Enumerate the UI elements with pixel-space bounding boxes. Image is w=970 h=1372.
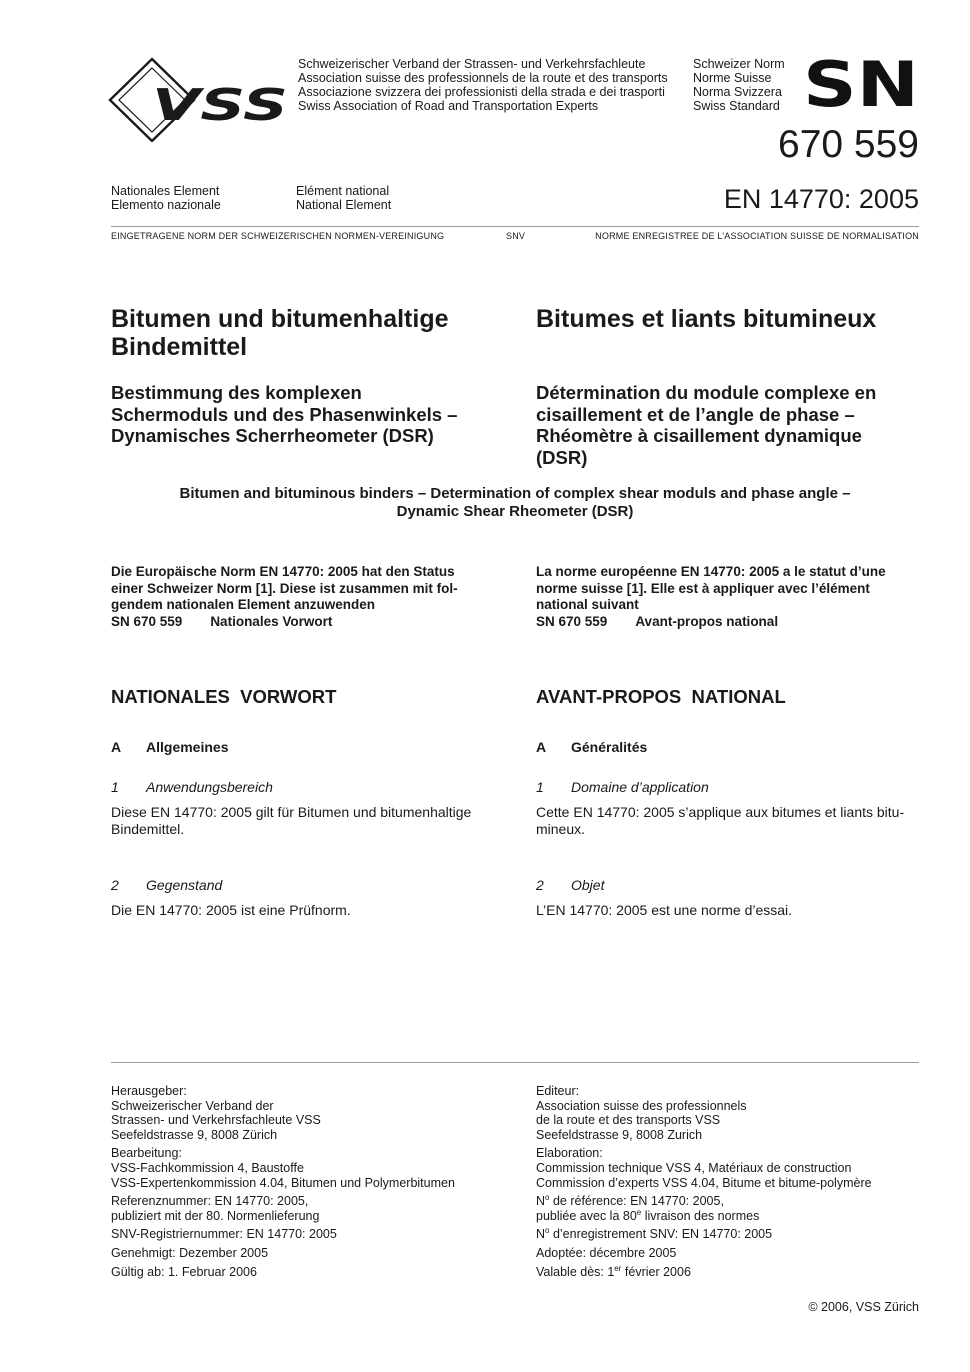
imprint-line: SNV-Registriernummer: EN 14770: 2005 [111, 1227, 337, 1242]
national-element-label: National Element [296, 198, 392, 212]
national-element-label: Elément national [296, 184, 390, 198]
subsection-number: 2 [111, 877, 119, 893]
section-letter: A [111, 739, 122, 755]
section-a-fr [536, 739, 919, 756]
subsection-number: 1 [111, 779, 119, 795]
subsection-1-text-fr [536, 804, 919, 837]
imprint-line: Genehmigt: Dezember 2005 [111, 1245, 269, 1260]
status-note-fr [536, 564, 919, 630]
norm-name: Swiss Standard [693, 99, 780, 113]
imprint-line: Gültig ab: 1. Februar 2006 [111, 1264, 257, 1279]
subsection-1-fr [536, 779, 919, 796]
reference-label: Nationales Vorwort [210, 613, 333, 629]
norm-name: Norme Suisse [693, 71, 772, 85]
text-part: d’enregistrement SNV: EN 14770: 2005 [549, 1227, 773, 1242]
subsection-title: Domaine d’application [571, 779, 709, 795]
national-element-fr-en [296, 184, 391, 212]
text-part: N [536, 1227, 546, 1242]
status-line: gendem nationalen Element anzuwenden [111, 597, 376, 612]
title-en-line: Bitumen and bituminous binders – Determination of complex shear moduls and phase angle – [179, 485, 851, 502]
section-letter: A [536, 739, 547, 755]
status-line: norme suisse [1]. Elle est à appliquer avec l’élément [536, 580, 870, 596]
body-line: mineux. [536, 820, 586, 837]
subtitle-line: Schermoduls und des Phasenwinkels – [111, 403, 458, 425]
reference-number: SN 670 559 [111, 613, 183, 629]
copyright: © 2006, VSS Zürich [808, 1300, 919, 1314]
subsection-2-de [111, 877, 499, 894]
sn-logo-text: SN [803, 58, 919, 108]
footer-divider [111, 1062, 919, 1063]
superscript: er [614, 1263, 622, 1273]
imprint-line: Seefeldstrasse 9, 8008 Zurich [536, 1127, 703, 1142]
text-part: de référence: EN 14770: 2005, [549, 1194, 724, 1209]
title-line: Bindemittel [111, 333, 248, 361]
subtitle-line: Détermination du module complexe en [536, 382, 877, 403]
subtitle-de [111, 382, 499, 447]
register-note-de: EINGETRAGENE NORM DER SCHWEIZERISCHEN NORMEN-VEREINIGUNG [111, 231, 445, 241]
body-line: Bindemittel. [111, 820, 185, 837]
norm-name: Schweizer Norm [693, 57, 785, 71]
superscript: e [636, 1207, 642, 1217]
imprint-line: Commission technique VSS 4, Matériaux de construction [536, 1160, 852, 1175]
national-element-de-it [111, 184, 221, 212]
title-de [111, 305, 499, 361]
reference-label: Avant-propos national [635, 613, 779, 629]
norm-name: Norma Svizzera [693, 85, 782, 99]
imprint-line: Editeur: [536, 1084, 580, 1098]
superscript: o [545, 1193, 550, 1202]
norm-type-names [693, 57, 785, 113]
subsection-title: Objet [571, 877, 605, 893]
imprint-line: Schweizerischer Verband der [111, 1098, 274, 1113]
superscript: o [545, 1226, 550, 1236]
imprint-line: VSS-Fachkommission 4, Baustoffe [111, 1160, 304, 1175]
subtitle-line: Bestimmung des komplexen [111, 382, 362, 403]
org-line: Association suisse des professionnels de la route et des transports [298, 71, 668, 85]
title-fr [536, 305, 919, 333]
imprint-line: de la route et des transports VSS [536, 1113, 721, 1128]
title-en-line: Dynamic Shear Rheometer (DSR) [396, 503, 634, 520]
text-part: N [536, 1194, 546, 1209]
status-line: national suivant [536, 597, 639, 612]
body-line: Cette EN 14770: 2005 s’applique aux bitumes et liants bitu- [536, 804, 905, 820]
imprint-line: Association suisse des professionnels [536, 1098, 747, 1113]
subsection-2-text-de: Die EN 14770: 2005 ist eine Prüfnorm. [111, 902, 351, 918]
imprint-line [536, 1194, 919, 1209]
en-number: EN 14770: 2005 [723, 184, 919, 214]
section-title: Généralités [571, 739, 648, 755]
organisation-names [298, 57, 668, 113]
national-element-label: Nationales Element [111, 184, 220, 198]
subtitle-line: (DSR) [536, 446, 588, 468]
subsection-2-text-fr: L’EN 14770: 2005 est une norme d’essai. [536, 902, 793, 918]
subsection-1-text-de [111, 804, 499, 837]
imprint-line [536, 1265, 919, 1280]
sn-logo [803, 58, 919, 108]
imprint-line: Commission d’experts VSS 4.04, Bitume et bitume-polymère [536, 1175, 872, 1190]
subsection-number: 1 [536, 779, 544, 795]
imprint-line: Adoptée: décembre 2005 [536, 1245, 677, 1260]
status-note-de [111, 564, 499, 630]
vss-logo [108, 56, 292, 142]
subsection-title: Anwendungsbereich [146, 779, 273, 795]
subtitle-line: Rhéomètre à cisaillement dynamique [536, 425, 862, 446]
imprint-line: VSS-Expertenkommission 4.04, Bitumen und Polymerbitumen [111, 1175, 455, 1190]
national-element-label: Elemento nazionale [111, 198, 221, 212]
imprint-line: Strassen- und Verkehrsfachleute VSS [111, 1113, 321, 1128]
imprint-line: Seefeldstrasse 9, 8008 Zürich [111, 1127, 278, 1142]
section-title: Allgemeines [146, 739, 229, 755]
register-note-snv: SNV [506, 231, 526, 241]
subtitle-fr [536, 382, 919, 468]
foreword-heading-de: NATIONALES VORWORT [111, 686, 337, 707]
subsection-1-de [111, 779, 499, 796]
imprint-line: Elaboration: [536, 1146, 603, 1161]
status-reference [536, 614, 919, 631]
imprint-de [111, 1084, 499, 1279]
subsection-number: 2 [536, 877, 544, 893]
section-a-de [111, 739, 499, 756]
text-part: livraison des normes [641, 1208, 760, 1223]
org-line: Schweizerischer Verband der Strassen- und Verkehrsfachleute [298, 57, 646, 71]
text-part: publiée avec la 80 [536, 1208, 637, 1223]
status-line: einer Schweizer Norm [1]. Diese ist zusammen mit fol- [111, 580, 458, 596]
subtitle-line: Dynamisches Scherrheometer (DSR) [111, 425, 434, 446]
subsection-2-fr [536, 877, 919, 894]
text-part: Valable dès: 1 [536, 1264, 615, 1279]
imprint-line: Referenznummer: EN 14770: 2005, [111, 1194, 309, 1209]
subtitle-line: cisaillement et de l’angle de phase – [536, 403, 855, 425]
title-en [111, 485, 919, 521]
body-line: Diese EN 14770: 2005 gilt für Bitumen und bitumenhaltige [111, 804, 472, 820]
imprint-line: Herausgeber: [111, 1084, 187, 1098]
status-line: La norme européenne EN 14770: 2005 a le statut d’une [536, 564, 886, 579]
imprint-line: publiziert mit der 80. Normenlieferung [111, 1208, 320, 1223]
reference-number: SN 670 559 [536, 613, 608, 629]
imprint-fr [536, 1084, 919, 1279]
header-divider [111, 226, 919, 227]
text-part: février 2006 [621, 1264, 691, 1279]
subsection-title: Gegenstand [146, 877, 223, 893]
imprint-line [536, 1227, 919, 1242]
vss-logo-text: VSS [152, 80, 288, 131]
org-line: Associazione svizzera dei professionisti della strada e dei trasporti [298, 85, 665, 99]
org-line: Swiss Association of Road and Transportation Experts [298, 99, 599, 113]
title-line: Bitumes et liants bitumineux [536, 305, 877, 333]
status-line: Die Europäische Norm EN 14770: 2005 hat den Status [111, 564, 455, 579]
foreword-heading-fr: AVANT-PROPOS NATIONAL [536, 686, 786, 707]
imprint-line [536, 1209, 919, 1224]
register-note-fr: NORME ENREGISTREE DE L’ASSOCIATION SUISSE DE NORMALISATION [595, 231, 919, 241]
imprint-line: Bearbeitung: [111, 1146, 182, 1161]
title-line: Bitumen und bitumenhaltige [111, 305, 449, 333]
status-reference [111, 614, 499, 631]
document-number: 670 559 [778, 123, 919, 166]
